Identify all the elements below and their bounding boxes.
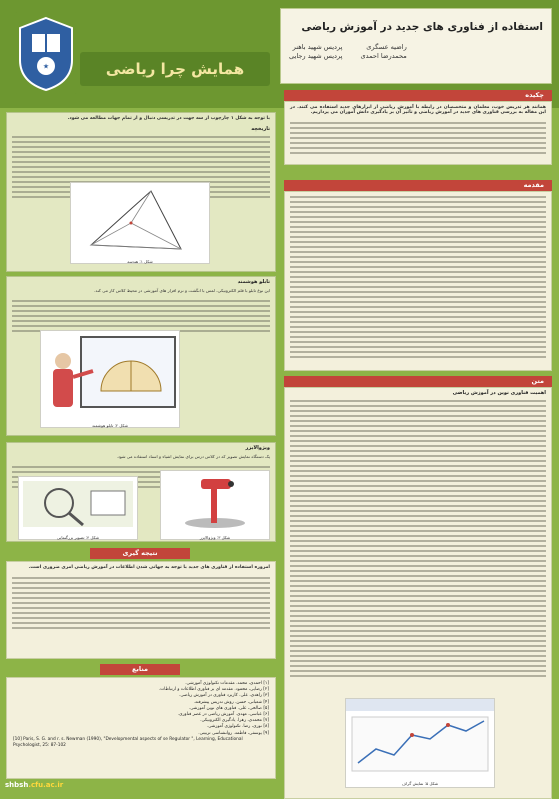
magnifier-figure-icon — [19, 477, 137, 531]
figure-1 — [70, 182, 210, 264]
title-box — [280, 8, 552, 84]
left-video-heading: ویژوالایزر — [245, 445, 270, 451]
author-affiliation: پردیس شهید رجایی — [289, 52, 343, 60]
section-conclusion-bar: نتیجه گیری — [90, 548, 190, 559]
section-abstract-bar: چکیده — [284, 90, 552, 101]
conclusion-lines — [7, 573, 275, 636]
figure-2 — [40, 330, 180, 428]
left-video-text: یک دستگاه نمایش تصویر که در کلاس درس برای نمایش اشیاء و اسناد استفاده می شود. — [116, 454, 270, 459]
conference-banner — [80, 52, 270, 86]
figure-4-caption: شکل ۴: تصویر بزرگنمایی — [56, 535, 100, 540]
smartboard-figure-icon — [41, 331, 179, 419]
figure-2-caption: شکل ۲: تابلو هوشمند — [92, 423, 128, 428]
reference-item: [۹] یوسفی، فاطمه. روانشناسی تربیتی. — [198, 730, 269, 736]
author-name: راضیه عسگری — [366, 43, 407, 51]
banner-text: همایش چرا ریاضی — [105, 60, 245, 78]
footer-brand-b: .cfu.ac.ir — [28, 781, 64, 789]
left-mid-text: این نوع تابلو با قلم الکترونیکی، لمس با انگشت و نرم افزار های آموزشی در محیط کلاس کار می کند. — [94, 288, 270, 293]
reference-item: [۴] شعبانی، حسن. روش تدریس پیشرفته. — [193, 699, 269, 705]
geometry-figure-icon — [71, 183, 209, 255]
body-heading: اهمیت فناوری نوین در آموزش ریاضی — [452, 390, 546, 396]
conclusion-panel — [6, 561, 276, 659]
figure-3 — [160, 470, 270, 540]
conclusion-text: امروزه استفاده از فناوری های جدید با توجه به جهانی شدن اطلاعات در آموزش ریاضی امری ضروری است. — [28, 565, 270, 570]
intro-lines — [285, 192, 551, 365]
figure-4 — [18, 476, 138, 540]
footer-brand-a: shbsh — [5, 781, 29, 789]
svg-text:★: ★ — [42, 62, 50, 71]
reference-item: [۷] محمدی، زهرا. یادگیری الکترونیکی. — [200, 718, 269, 724]
reference-item: [۳] زاهدی، علی. کاربرد فناوری در آموزش ریاضی. — [179, 693, 269, 699]
figure-3-caption: شکل ۳: ویژوالایزر — [199, 535, 231, 540]
poster-title: استفاده از فناوری های جدید در آموزش ریاضی — [301, 21, 543, 33]
reference-item: [۱] احمدی، محمد. مقدمات تکنولوژی آموزشی. — [185, 681, 269, 686]
left-mid-heading: تابلو هوشمند — [237, 279, 270, 285]
abstract-panel — [284, 101, 552, 165]
figure-1-caption: شکل ۱: هندسه — [127, 259, 153, 264]
reference-item: [۶] عباسی، مهدی. آموزش ریاضی در عصر فناوری. — [177, 712, 269, 718]
footer-brand — [5, 781, 63, 789]
section-references-bar: منابع — [100, 664, 180, 675]
reference-item: [۸] نوری، رضا. تکنولوژی آموزشی. — [206, 724, 269, 730]
reference-item-english: [10] Paris, S. G. and r. s. Newman (1990), "Developmental aspects of se Regulator ", Learning, Educational Psychologist, 25: 87-102 — [13, 736, 243, 749]
reference-item: [۵] صالحی، علی. فناوری های نوین آموزشی. — [188, 705, 269, 711]
author-affiliation: پردیس شهید باهنر — [292, 43, 343, 51]
left-top-text: با توجه به شکل ۱ چارچوب از سه جهت در تدریسی دنبال و از تمام جهات مطالعه می شود. — [67, 116, 270, 121]
figure-5 — [345, 698, 495, 788]
figure-5-caption: شکل ۵: نمایش گراف — [401, 781, 439, 786]
references-panel — [6, 677, 276, 779]
abstract-text: همانند هر تدریس خوب، معلمان و متخصصان در رابطه با آموزش ریاضی از ابزارهای جدید استفاده می کنند. در این مقاله به بررسی فناوری های جدید در آموزش ریاضی و تأثیر آن بر یادگیری دانش آموزان می پردازیم. — [290, 105, 546, 116]
reference-item: [۲] رضایی، محمود. مقدمه ای بر فناوری اطلاعات و ارتباطات. — [158, 687, 269, 693]
conference-logo — [10, 8, 272, 100]
section-body-bar: متن — [284, 376, 552, 387]
authors — [289, 43, 543, 61]
author-column-2 — [289, 43, 342, 61]
abstract-lines — [285, 118, 551, 161]
author-column-1 — [360, 43, 406, 61]
body-lines — [285, 396, 551, 684]
intro-panel — [284, 191, 552, 371]
references-list — [7, 678, 275, 752]
body-panel — [284, 387, 552, 799]
university-emblem-icon — [12, 10, 80, 96]
visualizer-figure-icon — [161, 471, 269, 531]
graph-figure-icon — [346, 699, 494, 777]
left-top-heading: تاریخچه — [251, 126, 270, 133]
author-name: محمدرضا احمدی — [360, 52, 407, 60]
section-intro-bar: مقدمه — [284, 180, 552, 191]
